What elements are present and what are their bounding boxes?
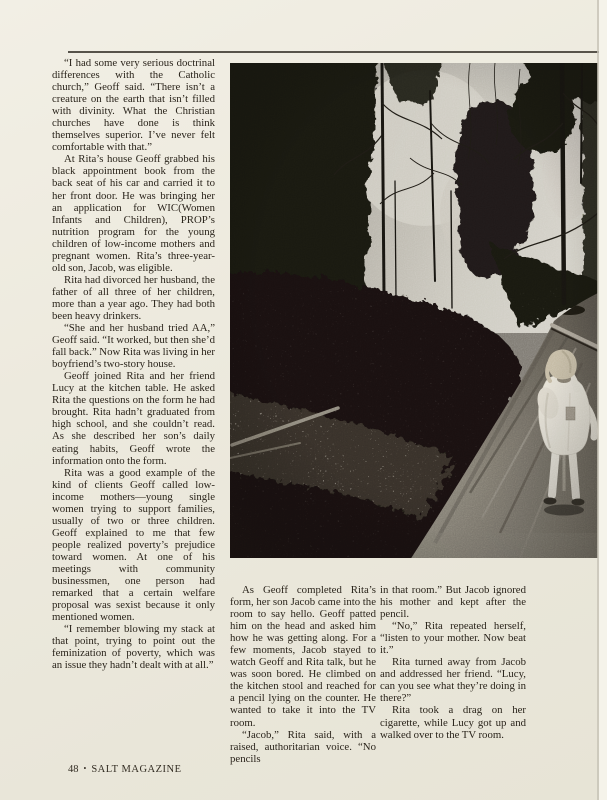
paragraph: Rita took a drag on her cigarette, while Lucy got up and walked over to the TV room.	[380, 704, 526, 741]
page-number: 48	[68, 764, 79, 775]
paragraph: “I had some very serious doctrinal differences with the Catholic church,” Geoff said. “There isn’t a creature on the earth that isn’t filled with divinity. What the Christian churches have done is think themselves superior. I’ve never felt comfortable with that.”	[52, 57, 215, 154]
paragraph: “No,” Rita repeated herself, “listen to your mother. Now beat it.”	[380, 620, 526, 657]
paragraph: At Rita’s house Geoff grabbed his black appointment book from the back seat of his car and carried it to her front door. He was bringing her an application for WIC(Women Infants and Children), PROP’s nutrition program for the young children of low-income mothers and pregnant women. Rita’s three-year-old son, Jacob, was eligible.	[52, 153, 215, 274]
right-text-column	[380, 584, 526, 741]
left-text-column	[52, 57, 215, 671]
page-footer	[68, 764, 182, 775]
photo-illustration	[230, 63, 598, 558]
paragraph: “She and her husband tried AA,” Geoff said. “It worked, but then she’d fall back.” Now Rita was living in her boyfriend’s two-story house.	[52, 322, 215, 371]
footer-bullet: •	[83, 764, 87, 773]
photograph-child-on-road	[230, 63, 598, 558]
paragraph: “Jacob,” Rita said, with a raised, authoritarian voice. “No pencils	[230, 728, 376, 765]
paragraph: “I remember blowing my stack at that point, trying to point out the feminization of poverty, which was an issue they hadn’t dealt with at all.”	[52, 623, 215, 672]
page-outer-margin	[599, 0, 607, 800]
paragraph: Rita was a good example of the kind of clients Geoff called low-income mothers—young single women trying to support families, usually of two or three children. Geoff explained to me that few people realized poverty’s prejudice toward women. At one of his meetings with community businessmen, one person had remarked that a certain welfare proposal was sexist because it only mentioned women.	[52, 466, 215, 624]
paragraph: Rita had divorced her husband, the father of all three of her children, more than a year ago. They had both been heavy drinkers.	[52, 273, 215, 322]
magazine-name: SALT MAGAZINE	[91, 764, 182, 775]
paragraph: Geoff joined Rita and her friend Lucy at the kitchen table. He asked Rita the questions on the form he had brought. Rita hadn’t graduated from high school, and she couldn’t read. As she described her son’s daily eating habits, Geoff wrote the information onto the form.	[52, 370, 215, 467]
paragraph: Rita turned away from Jacob and addressed her friend. “Lucy, can you see what they’re doing in there?”	[380, 656, 526, 705]
paragraph: As Geoff completed Rita’s form, her son Jacob came into the room to say hello. Geoff patted him on the head and asked him how he was getting along. For a few moments, Jacob stayed to watch Geoff and Rita talk, but he was soon bored. He climbed on the kitchen stool and reached for a pencil lying on the counter. He wanted to take it into the TV room.	[230, 584, 376, 729]
section-rule	[68, 51, 599, 53]
paragraph: in that room.” But Jacob ignored his mother and kept after the pencil.	[380, 584, 526, 621]
middle-text-column	[230, 584, 376, 765]
